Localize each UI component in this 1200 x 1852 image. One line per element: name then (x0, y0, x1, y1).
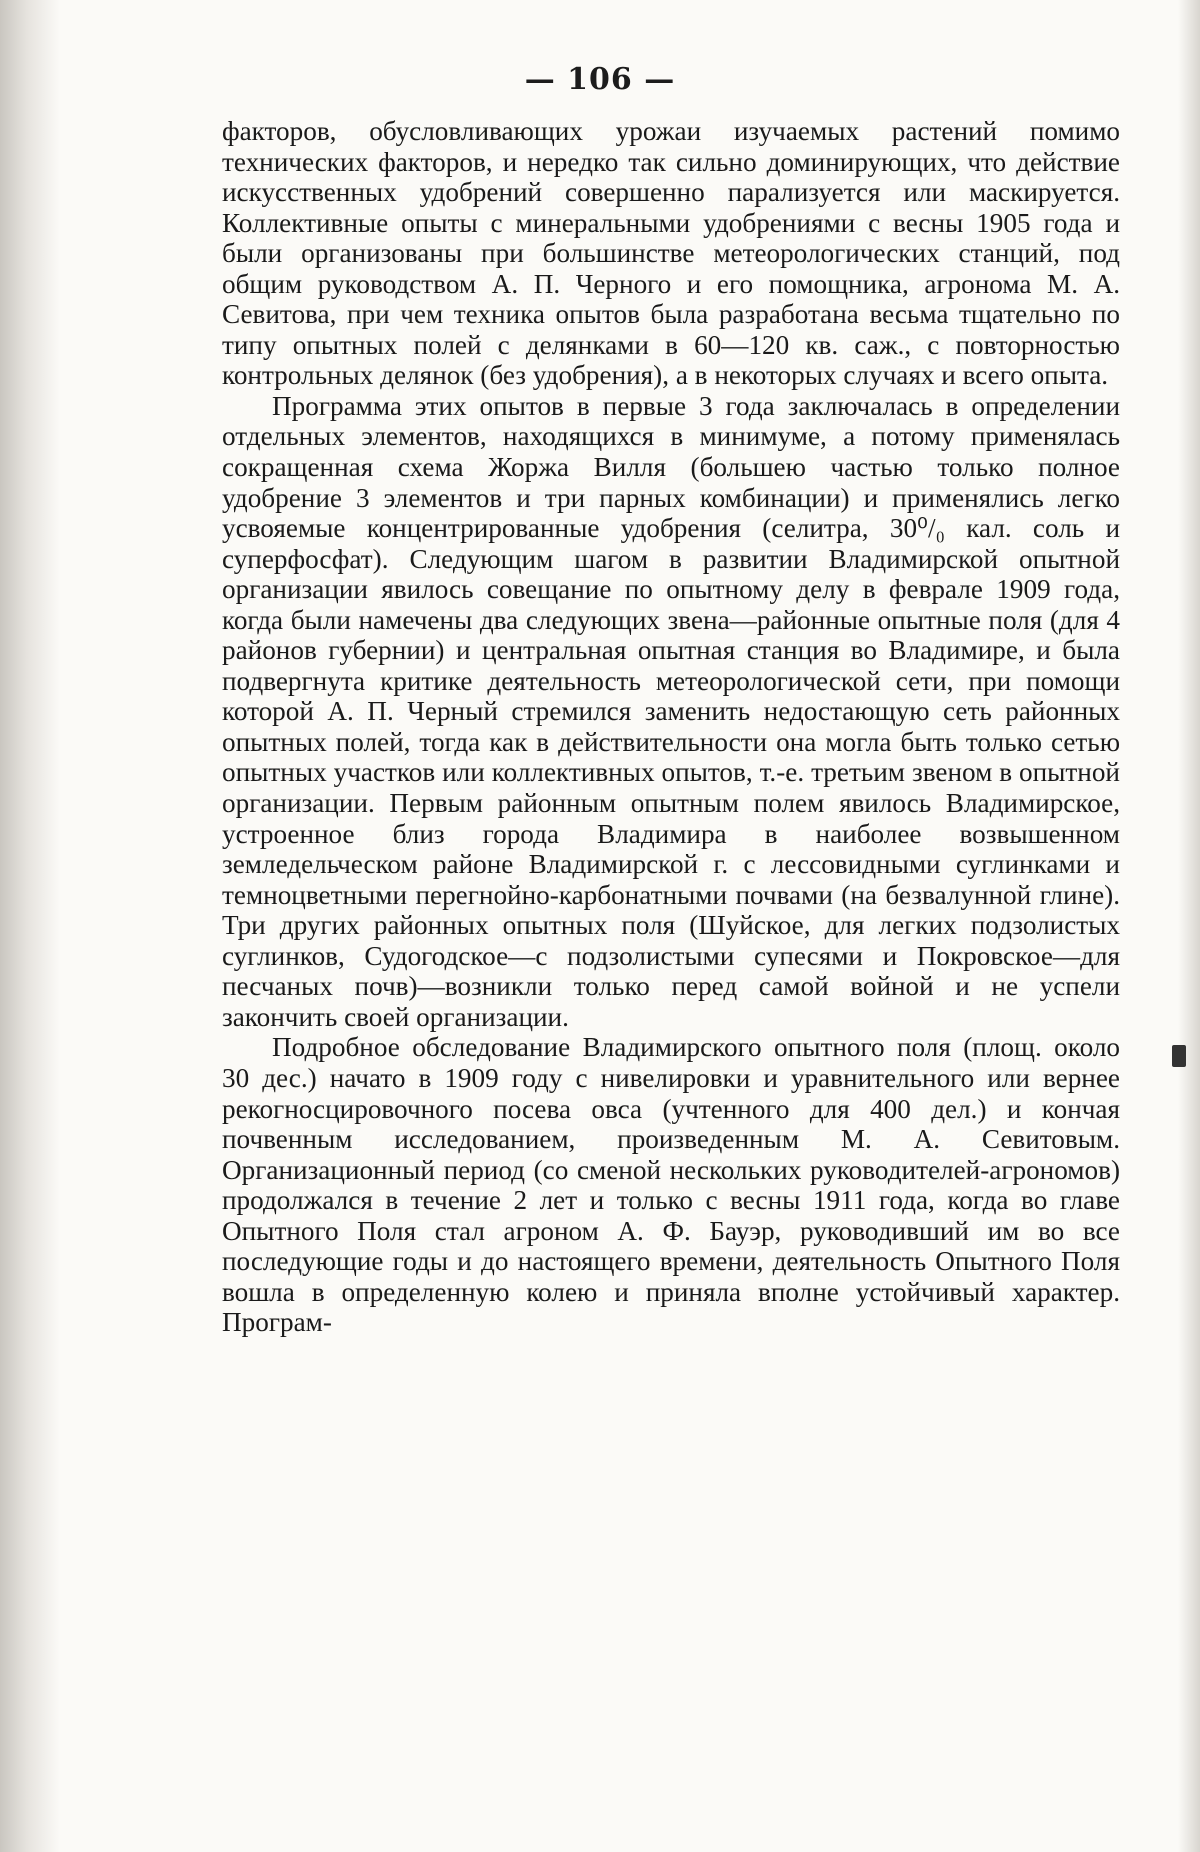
margin-ink-mark (1172, 1045, 1186, 1067)
paragraph-1: факторов, обусловливающих урожаи изучаемых растений помимо технических факторов, и нередко так сильно доминирующих, что действие искусственных удобрений совершенно парализуется или маскируется. Коллективные опыты с минеральными удобрениями с весны 1905 года и были организованы при большинстве метеорологических станций, под общим руководством А. П. Черного и его помощника, агронома М. А. Севитова, при чем техника опытов была разработана весьма тщательно по типу опытных полей с делянками в 60—120 кв. саж., с повторностью контрольных делянок (без удобрения), а в некоторых случаях и всего опыта. (222, 116, 1120, 391)
page-number: — 106 — (0, 62, 1200, 97)
paragraph-2: Программа этих опытов в первые 3 года заключалась в определении отдельных элементов, находящихся в минимуме, а потому применялась сокращенная схема Жоржа Вилля (большею частью только полное удобрение 3 элементов и три парных комбинации) и применялись легко усвояемые концентрированные удобрения (селитра, 30⁰/₀ кал. соль и суперфосфат). Следующим шагом в развитии Владимирской опытной организации явилось совещание по опытному делу в феврале 1909 года, когда были намечены два следующих звена—районные опытные поля (для 4 районов губернии) и центральная опытная станция во Владимире, и была подвергнута критике деятельность метеорологической сети, при помощи которой А. П. Черный стремился заменить недостающую сеть районных опытных полей, тогда как в действительности она могла быть только сетью опытных участков или коллективных опытов, т.-е. третьим звеном в опытной организации. Первым районным опытным полем явилось Владимирское, устроенное близ города Владимира в наиболее возвышенном земледельческом районе Владимирской г. с лессовидными суглинками и темноцветными перегнойно-карбонатными почвами (на безвалунной глине). Три других районных опытных поля (Шуйское, для легких подзолистых суглинков, Судогодское—с подзолистыми супесями и Покровское—для песчаных почв)—возникли только перед самой войной и не успели закончить своей организации. (222, 391, 1120, 1032)
page-right-edge-shadow (1178, 0, 1200, 1852)
page-left-edge-shadow (0, 0, 60, 1852)
body-text (222, 116, 1120, 1338)
paragraph-3: Подробное обследование Владимирского опытного поля (площ. около 30 дес.) начато в 1909 году с нивелировки и уравнительного или вернее рекогносцировочного посева овса (учтенного для 400 дел.) и кончая почвенным исследованием, произведенным М. А. Севитовым. Организационный период (со сменой нескольких руководителей-агрономов) продолжался в течение 2 лет и только с весны 1911 года, когда во главе Опытного Поля стал агроном А. Ф. Бауэр, руководивший им во все последующие годы и до настоящего времени, деятельность Опытного Поля вошла в определенную колею и приняла вполне устойчивый характер. Програм- (222, 1032, 1120, 1337)
book-page (0, 0, 1200, 1852)
